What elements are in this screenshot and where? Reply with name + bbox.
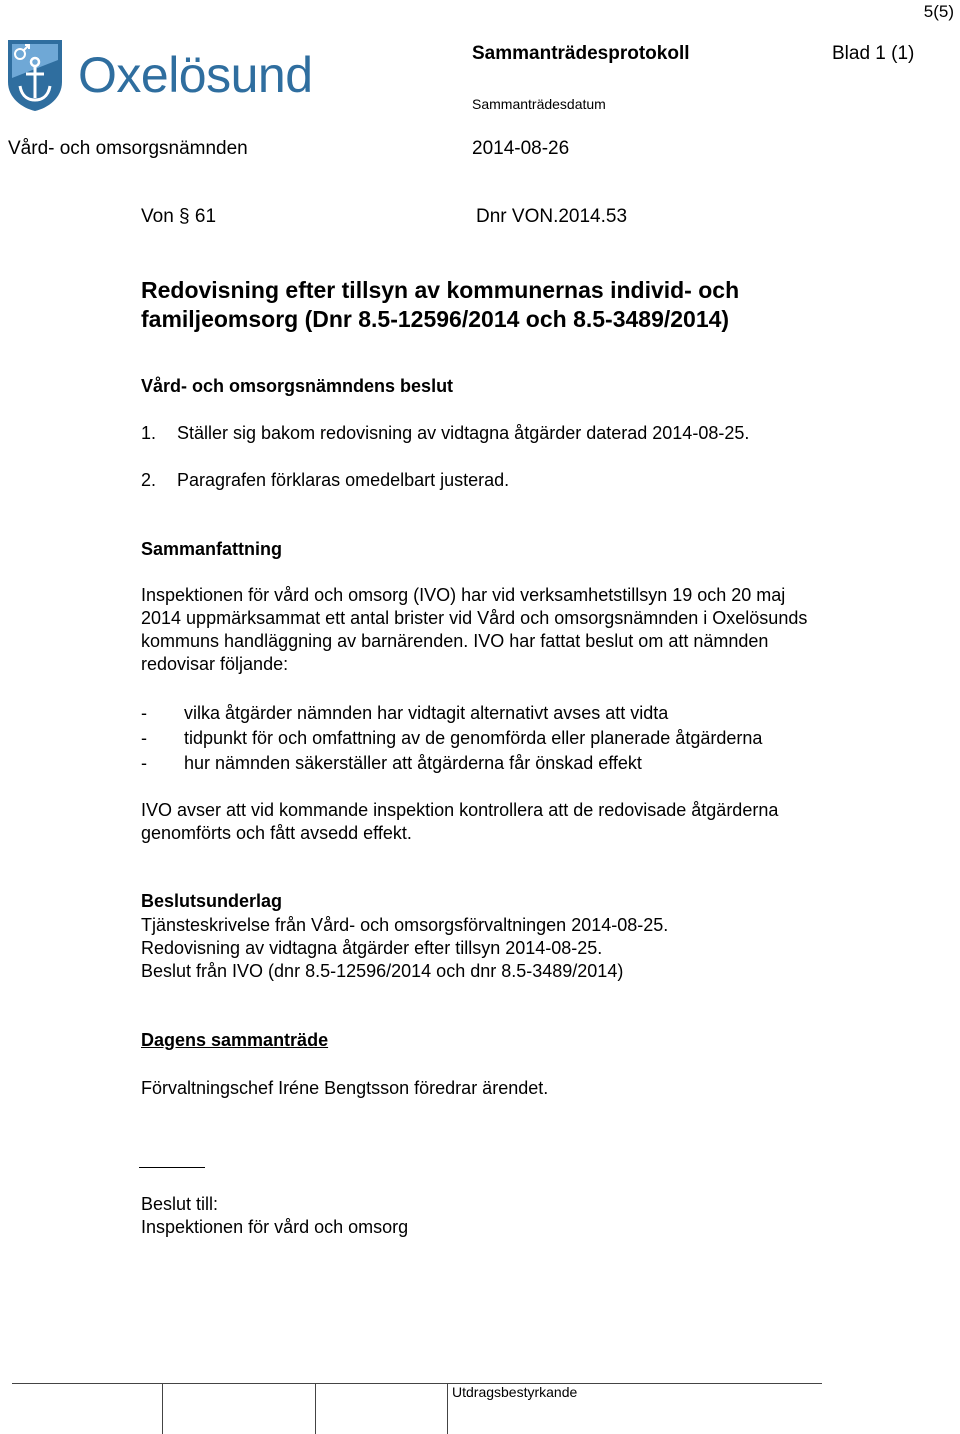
decision-item — [141, 422, 749, 469]
decision-item-number: 1. — [141, 423, 157, 443]
closing-line: genomförts och fått avsedd effekt. — [141, 823, 412, 843]
paragraph-number: Von § 61 — [141, 206, 217, 227]
decision-heading: Vård- och omsorgsnämndens beslut — [141, 376, 454, 396]
signature-boxes — [12, 1383, 822, 1434]
document-type: Sammanträdesprotokoll — [472, 43, 690, 64]
list-item — [141, 727, 762, 752]
logo-wordmark: Oxelösund — [78, 47, 313, 103]
today-text: Förvaltningschef Iréne Bengtsson föredrar ärendet. — [141, 1078, 549, 1098]
sent-to-recipient: Inspektionen för vård och omsorg — [141, 1217, 409, 1237]
decision-item-text: Ställer sig bakom redovisning av vidtagna åtgärder daterad 2014-08-25. — [177, 423, 750, 443]
basis-list — [141, 914, 668, 983]
decision-item-text: Paragrafen förklaras omedelbart justerad. — [177, 470, 510, 490]
basis-line: Redovisning av vidtagna åtgärder efter tillsyn 2014-08-25. — [141, 938, 603, 958]
list-item-text: vilka åtgärder nämnden har vidtagit alternativt avses att vidta — [184, 703, 669, 723]
basis-heading: Beslutsunderlag — [141, 891, 283, 911]
case-title-line: Redovisning efter tillsyn av kommunernas individ- och — [141, 277, 740, 303]
sent-to-label: Beslut till: — [141, 1194, 219, 1214]
certification-label: Utdragsbestyrkande — [452, 1384, 578, 1400]
sheet-number: Blad 1 (1) — [832, 43, 915, 64]
decision-item — [141, 469, 749, 516]
signature-box-divider — [315, 1383, 316, 1434]
meeting-date: 2014-08-26 — [472, 138, 570, 159]
list-item — [141, 752, 762, 777]
list-dash: - — [141, 728, 147, 748]
case-title-line: familjeomsorg (Dnr 8.5-12596/2014 och 8.5-3489/2014) — [141, 306, 730, 332]
list-dash: - — [141, 703, 147, 723]
committee-name: Vård- och omsorgsnämnden — [8, 138, 248, 159]
summary-line: Inspektionen för vård och omsorg (IVO) har vid verksamhetstillsyn 19 och 20 maj — [141, 585, 786, 605]
signature-box-divider — [162, 1383, 163, 1434]
section-divider — [139, 1167, 205, 1168]
decision-item-number: 2. — [141, 470, 157, 490]
signature-box-divider — [447, 1383, 448, 1434]
summary-line: 2014 uppmärksammat ett antal brister vid Vård och omsorgsnämnden i Oxelösunds — [141, 608, 808, 628]
closing-line: IVO avser att vid kommande inspektion kontrollera att de redovisade åtgärderna — [141, 800, 779, 820]
municipality-logo — [6, 38, 64, 112]
case-title — [141, 276, 739, 334]
diarie-number: Dnr VON.2014.53 — [476, 206, 628, 227]
anchor-shield-icon — [6, 38, 64, 112]
list-item-text: tidpunkt för och omfattning av de genomförda eller planerade åtgärderna — [184, 728, 763, 748]
summary-line: redovisar följande: — [141, 654, 289, 674]
decision-list — [141, 422, 749, 516]
closing-paragraph — [141, 799, 778, 845]
summary-heading: Sammanfattning — [141, 539, 283, 559]
basis-line: Beslut från IVO (dnr 8.5-12596/2014 och dnr 8.5-3489/2014) — [141, 961, 624, 981]
summary-line: kommuns handläggning av barnärenden. IVO har fattat beslut om att nämnden — [141, 631, 769, 651]
summary-paragraph — [141, 584, 807, 676]
basis-line: Tjänsteskrivelse från Vård- och omsorgsförvaltningen 2014-08-25. — [141, 915, 669, 935]
today-heading: Dagens sammanträde — [141, 1030, 329, 1050]
meeting-date-label: Sammanträdesdatum — [472, 96, 606, 112]
list-item-text: hur nämnden säkerställer att åtgärderna får önskad effekt — [184, 753, 642, 773]
list-dash: - — [141, 753, 147, 773]
page-number: 5(5) — [923, 2, 954, 21]
list-item — [141, 702, 762, 727]
requirement-list — [141, 702, 762, 777]
